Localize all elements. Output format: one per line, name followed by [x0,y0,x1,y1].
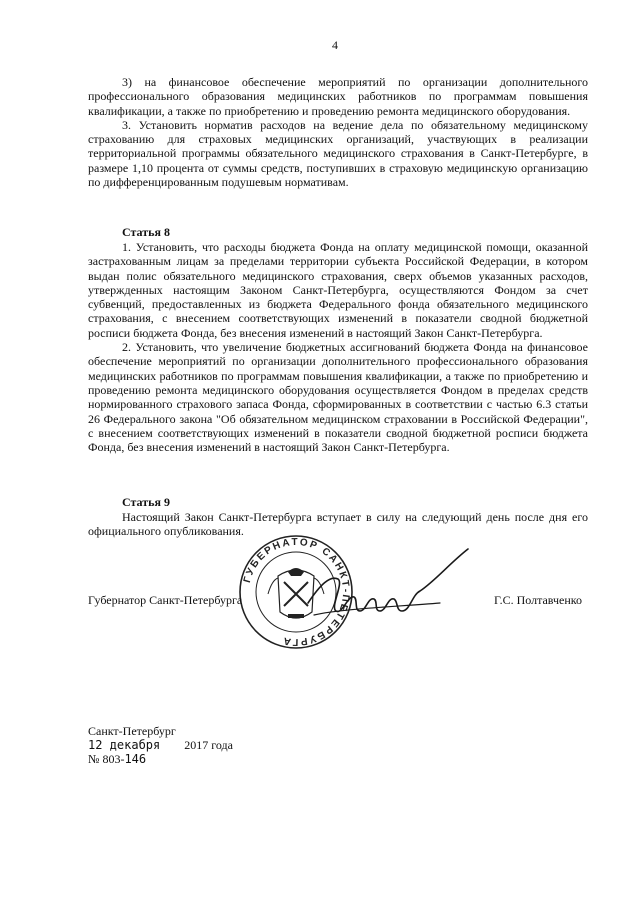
signature-title: Губернатор Санкт-Петербурга [88,593,243,607]
article-8-body [88,240,588,454]
governor-signature [300,545,475,630]
law-number-handwritten: 146 [124,752,147,766]
law-number [88,752,146,766]
article-8-heading: Статья 8 [122,225,170,239]
date-day-month: 12 декабря [88,738,161,752]
article-8-paragraph-1: 1. Установить, что расходы бюджета Фонда на оплату медицинской помощи, оказанной застрахованным лицам за пределами территории субъекта Российской Федерации, в котором выдан полис обязательного медицинского страхования, сверх объемов указанных расходов, утвержденных настоящим Законом Санкт-Петербурга, осуществляются Фондом за счет субвенций, предоставленных из бюджета Федерального фонда обязательного медицинского страхования, с внесением соответствующих изменений в показатели сводной бюджетной росписи бюджета Фонда, без внесения изменений в настоящий Закон Санкт-Петербурга. [88,240,588,340]
signing-date [88,738,233,752]
intro-paragraph-2: 3. Установить норматив расходов на ведение дела по обязательному медицинскому страхованию для страховых медицинских организаций, участвующих в реализации территориальной программы обязательного медицинского страхования в Санкт-Петербурге, в размере 1,10 процента от суммы средств, поступивших в страховую медицинскую организацию по дифференцированным подушевым нормативам. [88,117,588,190]
article-8-paragraph-2: 2. Установить, что увеличение бюджетных ассигнований бюджета Фонда на финансовое обеспечение мероприятий по организации дополнительного профессионального образования медицинских работников по программам повышения квалификации, а также по приобретению и проведению ремонта медицинского оборудования осуществляется Фондом в пределах средств нормированного страхового запаса Фонда, сформированных в соответствии с частью 6.3 статьи 26 Федерального закона "Об обязательном медицинском страховании в Российской Федерации", с внесением соответствующих изменений в показатели сводной бюджетной росписи бюджета Фонда, без внесения изменений в настоящий Закон Санкт-Петербурга. [88,340,588,455]
seal-circular-text: ГУБЕРНАТОР САНКТ-ПЕТЕРБУРГА [241,536,352,648]
article-9-paragraph-1: Настоящий Закон Санкт-Петербурга вступает в силу на следующий день после дня его официального опубликования. [88,510,588,539]
place-of-signing: Санкт-Петербург [88,724,176,738]
intro-paragraph-1: 3) на финансовое обеспечение мероприятий по организации дополнительного профессионального образования медицинских работников по программам повышения квалификации, а также по приобретению и проведению ремонта медицинского оборудования. [88,75,588,118]
law-number-prefix: № 803- [88,752,125,766]
intro-section [88,75,588,189]
page-number: 4 [332,38,338,52]
date-year: 2017 года [184,738,233,752]
article-9-heading: Статья 9 [122,495,170,509]
signatory-name: Г.С. Полтавченко [494,593,583,607]
